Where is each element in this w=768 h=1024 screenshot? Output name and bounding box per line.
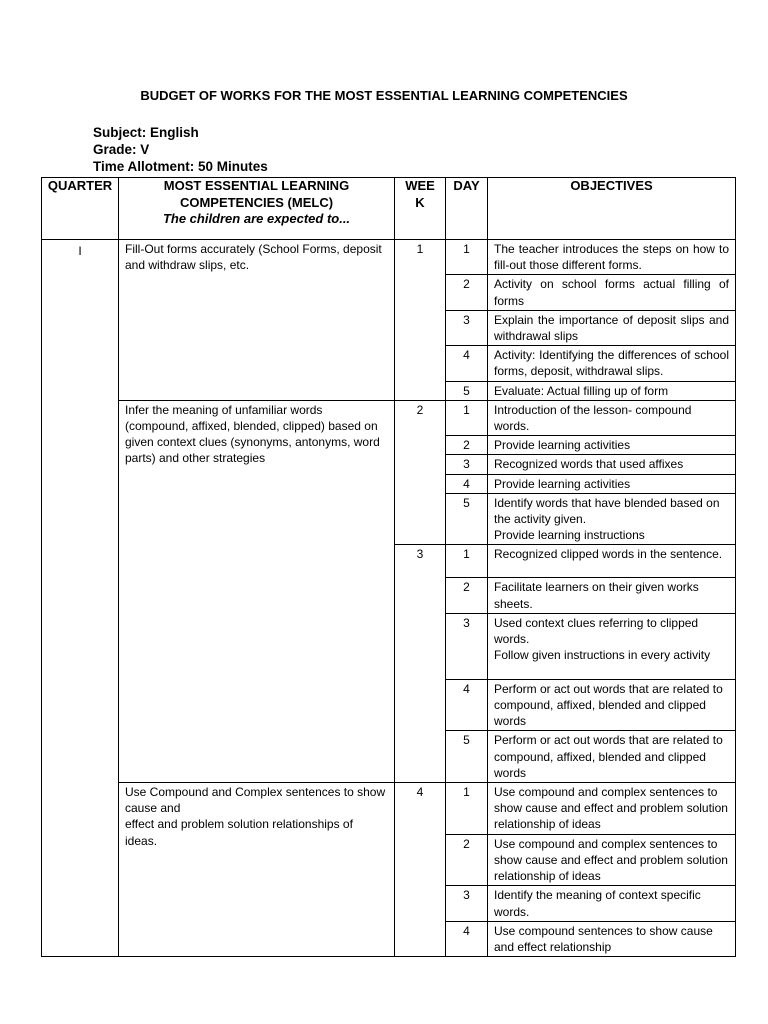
objective-cell xyxy=(488,886,736,921)
objective-cell xyxy=(488,679,736,731)
day-cell: 5 xyxy=(446,493,488,545)
week-cell: 3 xyxy=(395,545,446,783)
objective-cell xyxy=(488,921,736,956)
day-cell: 4 xyxy=(446,921,488,956)
day-cell: 3 xyxy=(446,613,488,679)
objective-cell xyxy=(488,545,736,578)
objective-cell xyxy=(488,455,736,474)
melc-text-line: effect and problem solution relationships of ideas. xyxy=(125,817,353,848)
objective-text-line: Recognized clipped words in the sentence. xyxy=(494,547,723,562)
objective-text-line: Perform or act out words that are related to compound, affixed, blended and clipped words xyxy=(494,733,723,780)
objective-cell xyxy=(488,275,736,310)
quarter-header: QUARTER xyxy=(42,178,119,240)
objective-text-line: Activity on school forms actual filling of forms xyxy=(494,277,729,308)
objective-text-line: Provide learning instructions xyxy=(494,528,645,543)
table-row xyxy=(42,400,736,435)
day-cell: 2 xyxy=(446,834,488,886)
day-cell: 4 xyxy=(446,346,488,381)
objective-cell xyxy=(488,474,736,493)
week-cell: 4 xyxy=(395,783,446,957)
budget-of-works-table xyxy=(41,177,736,957)
day-cell: 1 xyxy=(446,545,488,578)
objective-text-line: Identify the meaning of context specific words. xyxy=(494,888,701,919)
day-cell: 3 xyxy=(446,886,488,921)
objective-text-line: Introduction of the lesson- compound words. xyxy=(494,402,692,434)
melc-cell xyxy=(119,783,395,957)
objective-text-line: Provide learning activities xyxy=(494,476,631,491)
day-cell: 2 xyxy=(446,578,488,613)
objective-text-line: Perform or act out words that are related to compound, affixed, blended and clipped words xyxy=(494,681,723,729)
quarter-cell: I xyxy=(42,240,119,957)
objective-cell xyxy=(488,493,736,545)
week-header-line1: WEE xyxy=(405,178,435,193)
objective-cell xyxy=(488,578,736,613)
day-cell: 1 xyxy=(446,240,488,275)
week-header xyxy=(395,178,446,240)
objective-text-line: Activity: Identifying the differences of school forms, deposit, withdrawal slips. xyxy=(494,348,729,379)
document-title: BUDGET OF WORKS FOR THE MOST ESSENTIAL LEARNING COMPETENCIES xyxy=(140,88,628,103)
day-cell: 5 xyxy=(446,381,488,400)
objective-text-line: The teacher introduces the steps on how to fill-out those different forms. xyxy=(494,242,729,273)
day-cell: 3 xyxy=(446,455,488,474)
objective-text-line: Explain the importance of deposit slips and withdrawal slips xyxy=(494,312,729,344)
grade-line: Grade: V xyxy=(93,142,150,157)
melc-header-subtitle: The children are expected to... xyxy=(162,211,351,226)
objective-text-line: Follow given instructions in every activity xyxy=(494,648,711,663)
objective-cell xyxy=(488,613,736,679)
objective-cell xyxy=(488,240,736,275)
day-cell: 4 xyxy=(446,474,488,493)
week-cell: 1 xyxy=(395,240,446,401)
objectives-header: OBJECTIVES xyxy=(488,178,736,240)
melc-cell: Fill-Out forms accurately (School Forms, deposit and withdraw slips, etc. xyxy=(119,240,395,401)
subject-line: Subject: English xyxy=(93,125,199,140)
objective-text-line: Use compound sentences to show cause and effect relationship xyxy=(494,923,713,954)
objective-cell xyxy=(488,400,736,435)
objective-text-line: Identify words that have blended based on the activity given. xyxy=(494,495,720,527)
objective-cell xyxy=(488,310,736,345)
objective-cell xyxy=(488,834,736,886)
objective-cell xyxy=(488,731,736,783)
day-cell: 5 xyxy=(446,731,488,783)
objective-cell xyxy=(488,346,736,381)
table-row xyxy=(42,240,736,275)
objective-text-line: Use compound and complex sentences to show cause and effect and problem solution relationship of ideas xyxy=(494,836,728,884)
day-cell: 1 xyxy=(446,400,488,435)
day-cell: 2 xyxy=(446,275,488,310)
table-row xyxy=(42,783,736,835)
header-row xyxy=(42,178,736,240)
objective-text-line: Used context clues referring to clipped words. xyxy=(494,615,699,647)
day-cell: 1 xyxy=(446,783,488,835)
table-body xyxy=(42,240,736,957)
week-header-line2: K xyxy=(415,194,425,210)
melc-text-line: Use Compound and Complex sentences to show cause and xyxy=(125,785,386,816)
objective-text-line: Provide learning activities xyxy=(494,438,631,453)
day-cell: 2 xyxy=(446,436,488,455)
melc-cell: Infer the meaning of unfamiliar words (compound, affixed, blended, clipped) based on given context clues (synonyms, antonyms, word parts) and other strategies xyxy=(119,400,395,782)
objective-cell xyxy=(488,783,736,835)
melc-header xyxy=(119,178,395,240)
melc-header-line2: COMPETENCIES (MELC) xyxy=(179,194,334,210)
day-header: DAY xyxy=(446,178,488,240)
week-cell: 2 xyxy=(395,400,446,545)
objective-cell xyxy=(488,436,736,455)
melc-header-line1: MOST ESSENTIAL LEARNING xyxy=(163,178,350,193)
day-cell: 4 xyxy=(446,679,488,731)
objective-cell xyxy=(488,381,736,400)
objective-text-line: Use compound and complex sentences to show cause and effect and problem solution relationship of ideas xyxy=(494,785,728,832)
objective-text-line: Facilitate learners on their given works sheets. xyxy=(494,580,699,611)
time-allotment-line: Time Allotment: 50 Minutes xyxy=(93,159,268,174)
objective-text-line: Evaluate: Actual filling up of form xyxy=(494,383,669,398)
day-cell: 3 xyxy=(446,310,488,345)
objective-text-line: Recognized words that used affixes xyxy=(494,457,684,472)
